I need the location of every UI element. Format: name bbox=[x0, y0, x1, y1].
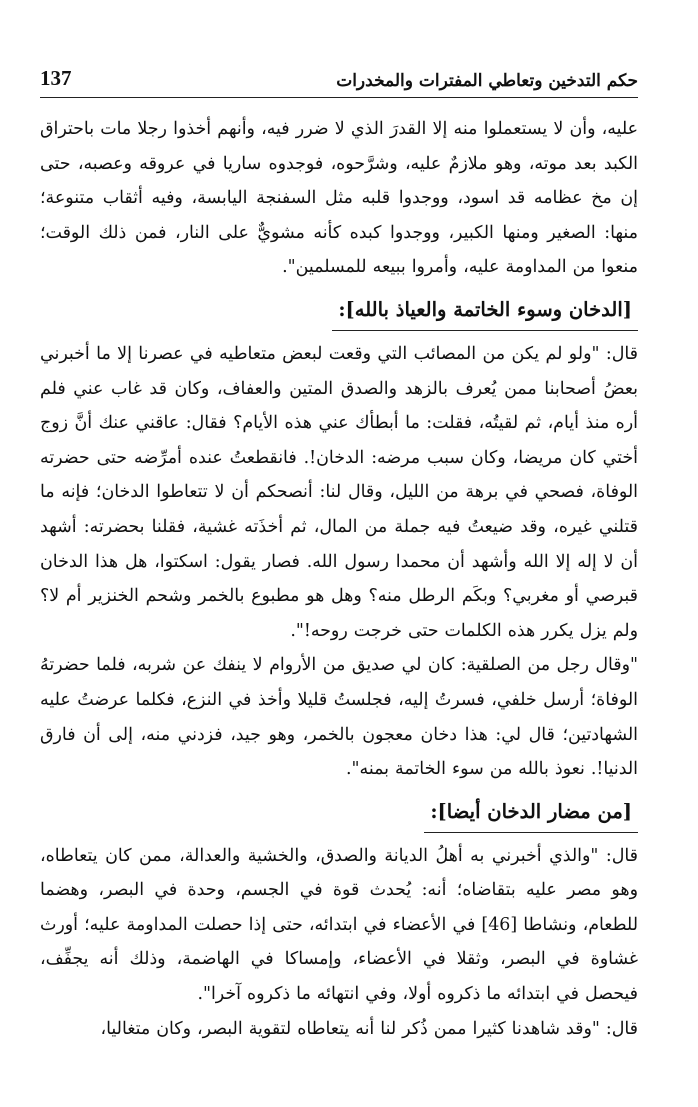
paragraph-3: "وقال رجل من الصلقية: كان لي صديق من الأروام لا ينفك عن شربه، فلما حضرتهُ الوفاة؛ أرسل خلفي، فسرتُ إليه، فجلستُ قليلا وأخذ في النزع، فكلما عرضتُ عليه الشهادتين؛ قال لي: هذا دخان معجون بالخمر، وهو جيد، فزدني منه، إلى أن فارق الدنيا!. نعوذ بالله من سوء الخاتمة بمنه". bbox=[40, 655, 638, 780]
section-heading-2: [من مضار الدخان أيضا]: bbox=[424, 795, 638, 833]
paragraph-4: قال: "والذي أخبرني به أهلُ الديانة والصدق، والخشية والعدالة، ممن كان يتعاطاه، وهو مصر عليه بتقاضاه؛ أنه: يُحدث قوة في الجسم، وحدة في البصر، وهضما للطعام، ونشاطا [46] في الأعضاء في ابتدائه، حتى إذا حصلت المداومة عليه؛ أورث غشاوة في البصر، وثقلا في الأعضاء، وإمساكا في الهاضمة، وذلك أنه يجفِّف، فيحصل في ابتدائه ما ذكروه أولا، وفي انتهائه ما ذكروه آخرا". bbox=[40, 845, 638, 1005]
paragraph-5: قال: "وقد شاهدنا كثيرا ممن ذُكر لنا أنه يتعاطاه لتقوية البصر، وكان متغاليا، bbox=[100, 1018, 638, 1039]
paragraph-2: قال: "ولو لم يكن من المصائب التي وقعت لبعض متعاطيه في عصرنا إلا ما أخبرني بعضُ أصحابنا ممن يُعرف بالزهد والصدق المتين والعفاف، وكان قد غاب عني فلم أره منذ أيام، ثم لقيتُه، فقلت: ما أبطأك عني هذه الأيام؟ فقال: عاقني عنك أنَّ زوج أختي كان مريضا، وكان سبب مرضه: الدخان!. فانقطعتُ عنده أمرِّضه حتى حضرته الوفاة، فصحي في برهة من الليل، وقال لنا: أنصحكم أن لا تتعاطوا الدخان؛ فإنه ما قتلني غيره، وقد ضيعتُ فيه جملة من المال، ثم أخذَته غشية، فقلنا بحضرته: أشهد أن لا إله إلا الله وأشهد أن محمدا رسول الله. فصار يقول: اسكتوا، هل هذا الدخان قبرصي أو مغربي؟ وبكَم الرطل منه؟ وهل هو مطبوع بالخمر وشحم الخنزير أم لا؟ ولم يزل يكرر هذه الكلمات حتى خرجت روحه!". bbox=[40, 343, 638, 641]
running-header bbox=[40, 66, 638, 98]
section-heading-1: [الدخان وسوء الخاتمة والعياذ بالله]: bbox=[332, 293, 638, 331]
header-title: حكم التدخين وتعاطي المفترات والمخدرات bbox=[336, 71, 638, 91]
page-number: 137 bbox=[40, 66, 72, 90]
paragraph-1: عليه، وأن لا يستعملوا منه إلا القدرَ الذي لا ضرر فيه، وأنهم أخذوا رجلا مات باحتراق الكبد بعد موته، وهو ملازمٌ عليه، وشرَّحوه، فوجدوه ساريا في عروقه وعصبه، حتى إن مخ عظامه قد اسود، ووجدوا قلبه مثل السفنجة اليابسة، وفيه أثقاب متنوعة؛ منها: الصغير ومنها الكبير، ووجدوا كبده كأنه مشويٌّ على النار، فمن ذلك الوقت؛ منعوا من المداومة عليه، وأمروا ببيعه للمسلمين". bbox=[40, 119, 638, 278]
